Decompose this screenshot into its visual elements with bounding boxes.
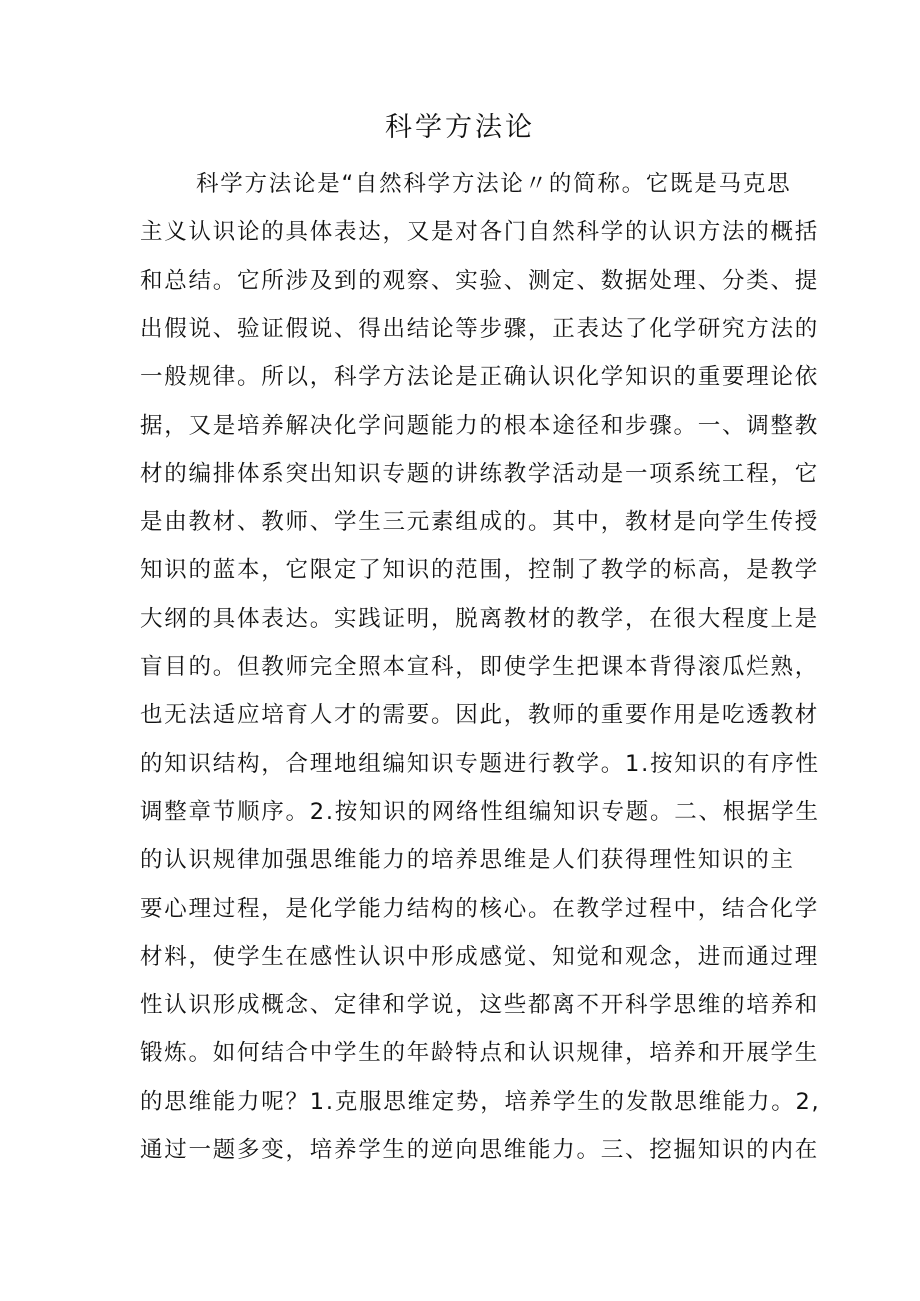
- page-title: 科学方法论: [385, 112, 535, 143]
- paragraph-line: 盲目的。但教师完全照本宣科，即使学生把课本背得滚瓜烂熟，: [140, 654, 820, 680]
- paragraph-line: 的认识规律加强思维能力的培养思维是人们获得理性知识的主: [140, 847, 795, 874]
- paragraph-line: 的思维能力呢？1.克服思维定势，培养学生的发散思维能力。2,: [140, 1088, 821, 1115]
- paragraph-line: 科学方法论是“自然科学方法论〃的简称。它既是马克思: [196, 171, 792, 197]
- paragraph-line: 调整章节顺序。2.按知识的网络性组编知识专题。二、根据学生: [140, 798, 820, 825]
- paragraph-line: 材的编排体系突出知识专题的讲练教学活动是一项系统工程，它: [140, 460, 820, 487]
- paragraph-line: 一般规律。所以，科学方法论是正确认识化学知识的重要理论依: [140, 364, 820, 391]
- paragraph-line: 要心理过程，是化学能力结构的核心。在教学过程中，结合化学: [140, 895, 820, 922]
- paragraph-line: 是由教材、教师、学生三元素组成的。其中，教材是向学生传授: [140, 509, 820, 536]
- paragraph-line: 性认识形成概念、定律和学说，这些都离不开科学思维的培养和: [140, 992, 820, 1019]
- paragraph-line: 也无法适应培育人才的需要。因此，教师的重要作用是吃透教材: [140, 702, 820, 729]
- paragraph-line: 据，又是培养解决化学问题能力的根本途径和步骤。一、调整教: [140, 412, 820, 439]
- paragraph-line: 知识的蓝本，它限定了知识的范围，控制了教学的标高，是教学: [140, 557, 820, 584]
- paragraph-line: 通过一题多变，培养学生的逆向思维能力。三、挖掘知识的内在: [140, 1137, 820, 1163]
- paragraph-line: 大纲的具体表达。实践证明，脱离教材的教学，在很大程度上是: [140, 605, 820, 632]
- paragraph-line: 材料，使学生在感性认识中形成感觉、知觉和观念，进而通过理: [140, 943, 820, 970]
- paragraph-line: 的知识结构，合理地组编知识专题进行教学。1.按知识的有序性: [140, 750, 820, 777]
- paragraph-line: 锻炼。如何结合中学生的年龄特点和认识规律，培养和开展学生: [140, 1040, 820, 1067]
- paragraph-line: 主义认识论的具体表达，又是对各门自然科学的认识方法的概括: [140, 219, 820, 246]
- paragraph-line: 出假说、验证假说、得出结论等步骤，正表达了化学研究方法的: [140, 315, 820, 342]
- paragraph-line: 和总结。它所涉及到的观察、实验、测定、数据处理、分类、提: [140, 267, 820, 294]
